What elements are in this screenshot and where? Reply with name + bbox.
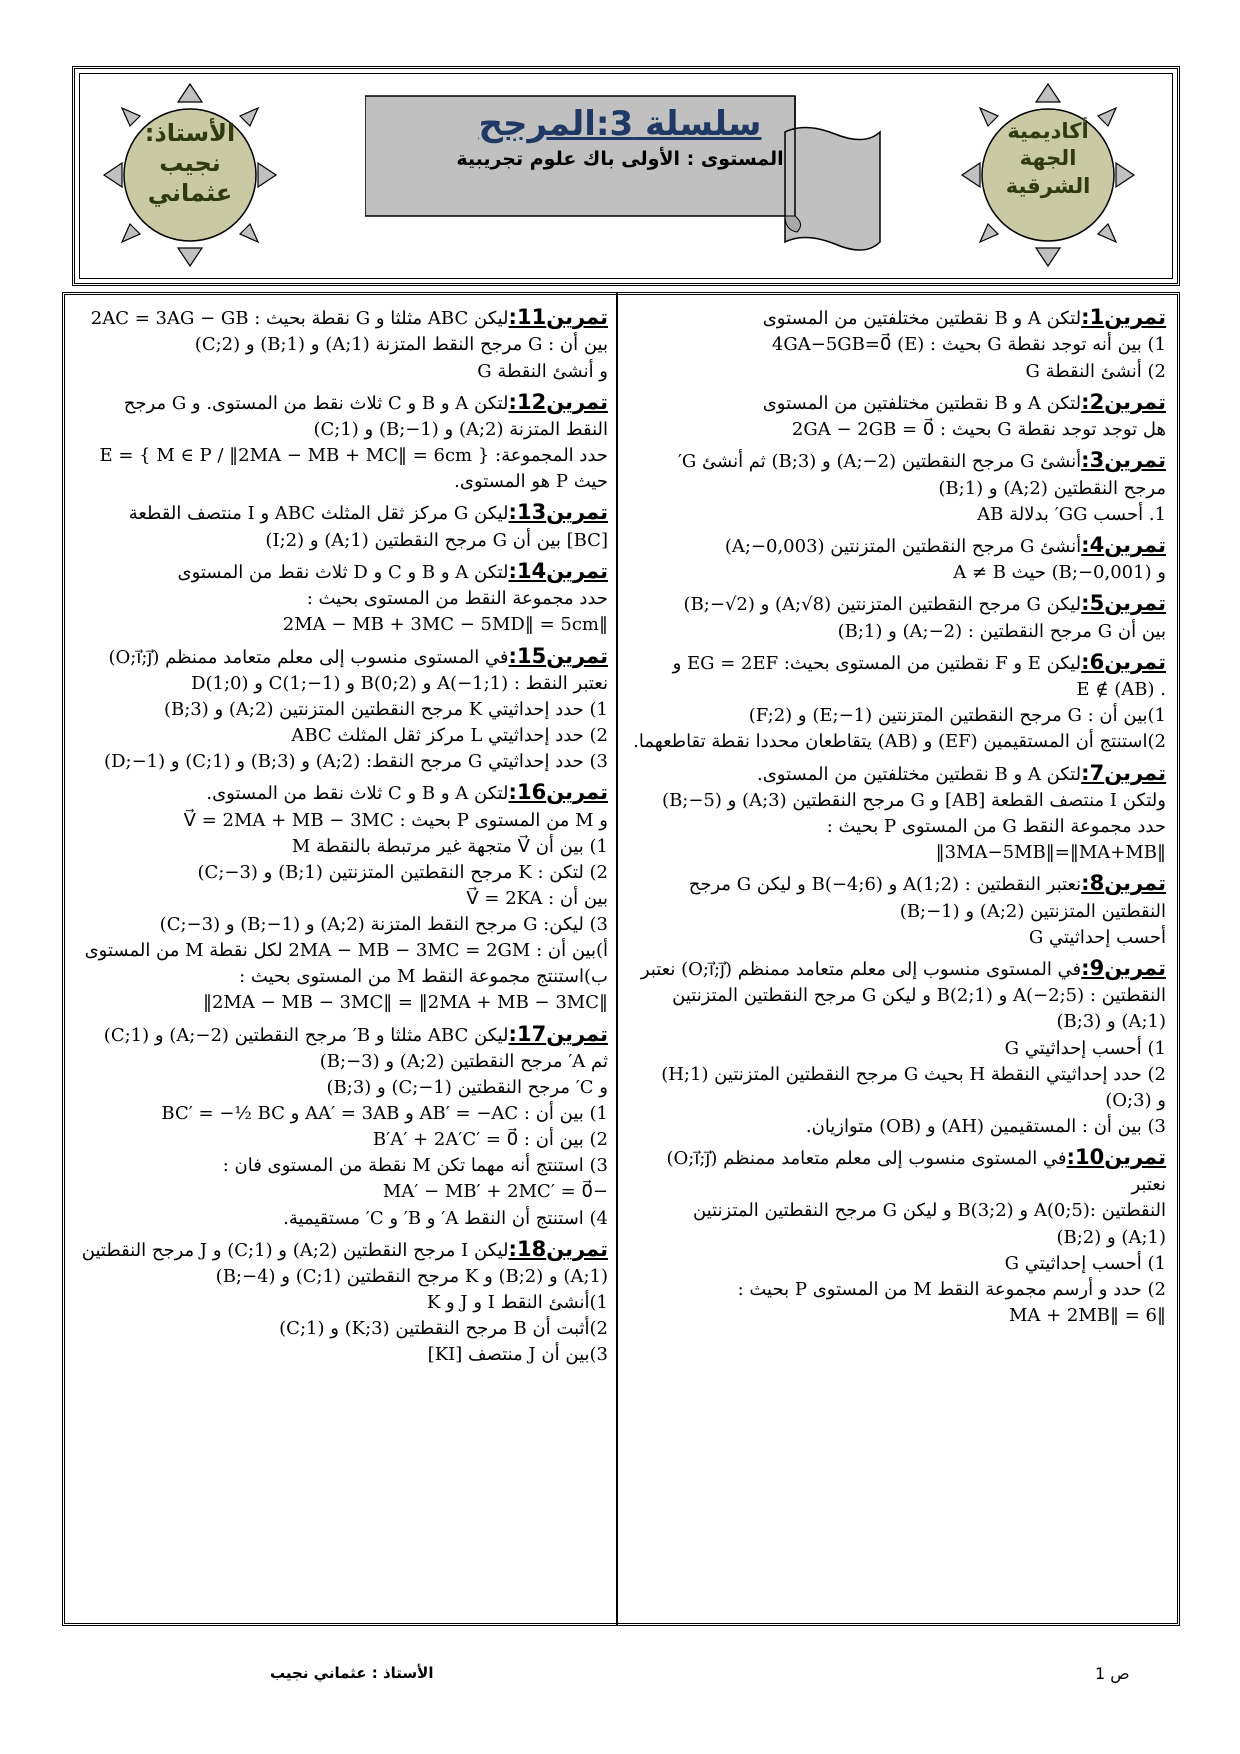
exercise-line — [628, 1062, 1166, 1088]
exercise-text: حيث P هو المستوى. — [454, 471, 608, 493]
exercise-text: 2) حدد إحداثيتي النقطة H بحيث G مرجح النقطتين المتزنتين (H;1) — [661, 1063, 1166, 1085]
exercise-line — [70, 641, 608, 671]
exercise-text: 2)استنتج أن المستقيمين (EF) و (AB) يتقاطعان محددا نقطة تقاطعهما. — [633, 731, 1166, 753]
exercise-block — [70, 556, 608, 639]
exercise-line — [628, 417, 1166, 443]
exercise-title: تمرين3: — [1081, 448, 1166, 473]
exercise-text: و C′ مرجح النقطتين (C;−1) و (B;3) — [326, 1077, 608, 1099]
exercise-title: تمرين5: — [1081, 591, 1166, 616]
exercise-text: ليكن E و F نقطتين من المستوى بحيث: EG = 2EF و — [672, 652, 1082, 674]
left-column — [70, 302, 608, 1616]
exercise-line — [628, 1142, 1166, 1199]
exercise-text: 1)بين أن : G مرجح النقطتين المتزنتين (E;−1) و (F;2) — [748, 705, 1166, 727]
exercise-text: أ)بين أن : 2MA − MB − 3MC = 2GM لكل نقطة M من المستوى — [84, 940, 608, 962]
exercise-text: −MA′ − MB′ + 2MC′ = 0⃗ — [382, 1181, 608, 1203]
exercise-line — [628, 953, 1166, 983]
exercise-line — [628, 445, 1166, 475]
exercise-line — [70, 834, 608, 860]
exercise-line — [628, 899, 1166, 925]
column-divider — [616, 292, 618, 1626]
right-column — [628, 302, 1166, 1616]
level-subtitle: المستوى : الأولى باك علوم تجريبية — [456, 148, 784, 170]
exercise-text: في المستوى منسوب إلى معلم متعامد ممنظم (O;i⃗;j⃗) — [108, 646, 509, 668]
exercise-text: حدد مجموعة النقط G من المستوى P بحيث : — [826, 816, 1166, 838]
exercise-title: تمرين13: — [508, 500, 608, 525]
exercise-line — [70, 1234, 608, 1264]
exercise-line — [628, 703, 1166, 729]
exercise-block — [628, 758, 1166, 867]
exercise-line — [70, 1075, 608, 1101]
exercise-text: ‖2MA − MB + 3MC − 5MD‖ = 5cm — [282, 614, 608, 636]
exercise-line — [70, 556, 608, 586]
exercise-text: لتكن A و B و C ثلاث نقط من المستوى. — [206, 783, 509, 805]
exercise-block — [70, 641, 608, 776]
exercise-text: نعتبر النقطتين : A(1;2) و B(−4;6) و ليكن G مرجح — [688, 874, 1082, 896]
exercise-block — [70, 1019, 608, 1232]
exercise-line — [628, 332, 1166, 358]
exercise-text: 1) أحسب إحداثيتي G — [1004, 1252, 1166, 1274]
teacher-line-2: نجيب — [159, 149, 221, 177]
exercise-text: بين أن G مرجح النقطتين : (A;−2) و (B;1) — [837, 620, 1166, 642]
exercise-line — [70, 417, 608, 443]
exercise-block — [70, 302, 608, 385]
exercise-text: ‖2MA − MB − 3MC‖ = ‖2MA + MB − 3MC‖ — [202, 992, 608, 1014]
exercise-text: (A;1) و (B;3) — [1056, 1011, 1166, 1033]
exercise-text: لتكن A و B نقطتين مختلفتين من المستوى — [762, 392, 1082, 414]
academy-line-1: أكاديمية — [1007, 119, 1089, 143]
teacher-line-3: عثماني — [147, 179, 233, 207]
exercise-block — [70, 777, 608, 1016]
exercise-block — [70, 1234, 608, 1369]
exercise-line — [70, 1019, 608, 1049]
exercise-text: و (O;3) — [1105, 1089, 1166, 1111]
exercise-block — [628, 953, 1166, 1140]
academy-badge-text — [978, 118, 1118, 200]
exercise-line — [628, 359, 1166, 385]
exercise-line — [628, 619, 1166, 645]
exercise-line — [628, 868, 1166, 898]
footer-author: الأستاذ : عثماني نجيب — [270, 1664, 434, 1682]
exercise-text: بين أن : V⃗ = 2KA — [466, 888, 608, 910]
exercise-text: ‖MA + 2MB‖ = 6 — [1008, 1304, 1166, 1326]
exercise-line — [70, 497, 608, 527]
exercise-text: و (B;−0,001) حيث A ≠ B — [953, 562, 1166, 584]
exercise-line — [628, 1114, 1166, 1140]
exercise-line — [628, 814, 1166, 840]
exercise-title: تمرين8: — [1081, 871, 1166, 896]
exercise-text: النقط المتزنة (A;2) و (B;−1) و (C;1) — [313, 419, 608, 441]
exercise-text: . E ∉ (AB) — [1076, 679, 1166, 701]
exercise-line — [628, 588, 1166, 618]
exercise-text: حدد المجموعة: E = { M ∈ P / ‖2MA − MB + MC‖ = 6cm } — [99, 445, 608, 467]
exercise-text: لتكن A و B نقطتين مختلفتين من المستوى. — [757, 763, 1082, 785]
academy-line-2: الجهة — [1019, 146, 1077, 171]
exercise-text: ليكن G مرجح النقطتين المتزنتين (A;√8) و (B;−√2) — [683, 594, 1082, 616]
exercise-line — [70, 1264, 608, 1290]
exercise-line — [70, 990, 608, 1016]
exercise-block — [628, 387, 1166, 444]
exercise-line — [70, 1101, 608, 1127]
exercise-text: بين أن : G مرجح النقط المتزنة (A;1) و (B;1) و (C;2) — [194, 334, 608, 356]
exercise-title: تمرين11: — [508, 305, 608, 329]
exercise-text: هل توجد توجد نقطة G بحيث : 2GA − 2GB = 0⃗ — [791, 419, 1166, 441]
exercise-line — [70, 443, 608, 469]
exercise-text: ليكن ABC مثلثا و B′ مرجح النقطتين (A;−2) و (C;1) — [103, 1024, 509, 1046]
exercise-line — [70, 938, 608, 964]
exercise-text: ب)استنتج مجموعة النقط M من المستوى بحيث : — [239, 966, 608, 988]
exercise-text: (A;1) و (B;2) و K مرجح النقطتين (C;1) و (B;−4) — [215, 1266, 608, 1288]
exercise-line — [628, 983, 1166, 1009]
exercise-text: أنشئ G مرجح النقطتين المتزنتين (A;−0,003) — [724, 535, 1082, 557]
exercise-text: نعتبر النقط : A(−1;1) و B(0;2) و C(1;−1) و D(1;0) — [191, 672, 608, 694]
exercise-line — [70, 302, 608, 332]
exercise-line — [628, 1251, 1166, 1277]
exercise-text: 3) بين أن : المستقيمين (AH) و (OB) متوازيان. — [805, 1115, 1166, 1137]
exercise-block — [628, 530, 1166, 587]
exercise-text: 3) ليكن: G مرجح النقط المتزنة (A;2) و (B;−1) و (C;−3) — [159, 914, 608, 936]
exercise-line — [628, 476, 1166, 502]
exercise-text: ‖3MA−5MB‖=‖MA+MB‖ — [935, 842, 1166, 864]
teacher-badge-text — [120, 118, 260, 208]
exercise-line — [628, 1277, 1166, 1303]
exercise-line — [628, 729, 1166, 755]
exercise-text: في المستوى منسوب إلى معلم متعامد ممنظم (O;i⃗;j⃗) نعتبر — [666, 1147, 1166, 1196]
exercise-block — [628, 1142, 1166, 1329]
exercise-text: ليكن I مرجح النقطتين (A;2) و (C;1) و J مرجح النقطتين — [81, 1239, 509, 1261]
exercise-title: تمرين7: — [1081, 760, 1166, 785]
exercise-text: 2) حدد و أرسم مجموعة النقط M من المستوى P بحيث : — [737, 1278, 1166, 1300]
exercise-text: ليكن G مركز ثقل المثلث ABC و I منتصف القطعة — [128, 503, 509, 525]
exercise-block — [70, 497, 608, 554]
exercise-text: 2) لتكن : K مرجح النقطتين المتزنتين (B;1) و (C;−3) — [197, 861, 608, 883]
exercise-text: لتكن A و B و C و D ثلاث نقط من المستوى — [177, 561, 509, 583]
exercise-line — [628, 1009, 1166, 1035]
exercise-text: ثم A′ مرجح النقطتين (A;2) و (B;−3) — [319, 1050, 608, 1072]
exercise-text: 2) أنشئ النقطة G — [1025, 360, 1166, 382]
exercise-text: النقطتين المتزنتين (A;2) و (B;−1) — [899, 900, 1166, 922]
exercise-line — [70, 1179, 608, 1205]
exercise-text: 1) بين أن : AB′ = −AC و AA′ = 3AB و BC′ = −½ BC — [161, 1103, 608, 1125]
exercise-line — [70, 912, 608, 938]
exercise-text: 3)بين أن J منتصف [KI] — [427, 1344, 608, 1366]
exercise-line — [628, 502, 1166, 528]
exercise-text: 2)أثبت أن B مرجح النقطتين (K;3) و (C;1) — [279, 1318, 608, 1340]
exercise-text: مرجح النقطتين (A;2) و (B;1) — [938, 477, 1166, 499]
exercise-text: النقطتين :A(0;5) و B(3;2) و ليكن G مرجح النقطتين المتزنتين — [692, 1200, 1166, 1222]
exercise-title: تمرين12: — [508, 389, 608, 414]
exercise-line — [70, 387, 608, 417]
exercise-line — [70, 808, 608, 834]
exercise-text: 3) استنتج أنه مهما تكن M نقطة من المستوى فان : — [222, 1155, 608, 1177]
exercise-line — [628, 1303, 1166, 1329]
exercise-text: 1) حدد إحداثيتي K مرجح النقطتين المتزنتين (A;2) و (B;3) — [163, 699, 608, 721]
exercise-title: تمرين18: — [508, 1236, 608, 1261]
exercise-line — [70, 359, 608, 385]
exercise-line — [628, 925, 1166, 951]
exercise-text: أحسب إحداثيتي G — [1028, 926, 1166, 948]
page-number: ص 1 — [1095, 1664, 1130, 1683]
exercise-text: حدد مجموعة النقط من المستوى بحيث : — [306, 588, 608, 610]
exercise-block — [628, 588, 1166, 645]
exercise-line — [70, 886, 608, 912]
exercise-text: و أنشئ النقطة G — [477, 360, 608, 382]
exercise-line — [70, 612, 608, 638]
exercise-line — [628, 560, 1166, 586]
page-title: سلسلة 3:المرجح — [478, 104, 762, 144]
exercise-line — [70, 1206, 608, 1232]
exercise-title: تمرين2: — [1081, 389, 1166, 414]
exercise-line — [628, 387, 1166, 417]
exercise-block — [628, 647, 1166, 756]
exercise-line — [628, 758, 1166, 788]
exercise-line — [70, 1290, 608, 1316]
exercise-line — [70, 671, 608, 697]
exercise-block — [628, 445, 1166, 528]
exercise-line — [628, 840, 1166, 866]
exercise-line — [70, 777, 608, 807]
exercise-text: ولتكن I منتصف القطعة [AB] و G مرجح النقطتين (A;3) و (B;−5) — [662, 790, 1166, 811]
exercise-text: 1. أحسب GG′ بدلالة AB — [977, 503, 1166, 525]
exercise-line — [70, 1127, 608, 1153]
exercise-line — [628, 302, 1166, 332]
exercise-line — [628, 677, 1166, 703]
exercise-text: 1)أنشئ النقط I و J و K — [426, 1292, 608, 1314]
exercise-line — [628, 530, 1166, 560]
academy-line-3: الشرقية — [1005, 173, 1091, 198]
exercise-text: 1) أحسب إحداثيتي G — [1004, 1037, 1166, 1059]
exercise-title: تمرين14: — [508, 558, 608, 583]
exercise-title: تمرين15: — [508, 643, 608, 668]
exercise-line — [70, 697, 608, 723]
exercise-line — [70, 469, 608, 495]
exercise-line — [70, 1049, 608, 1075]
exercise-text: أنشئ G مرجح النقطتين (A;−2) و (B;3) ثم أنشئ G′ — [677, 451, 1082, 473]
exercise-line — [70, 749, 608, 775]
exercise-text: 2) حدد إحداثيتي L مركز ثقل المثلث ABC — [291, 725, 608, 747]
exercise-text: (A;1) و (B;2) — [1056, 1226, 1166, 1248]
exercise-title: تمرين9: — [1081, 955, 1166, 980]
exercise-line — [70, 723, 608, 749]
exercise-line — [70, 586, 608, 612]
exercise-text: ليكن ABC مثلثا و G نقطة بحيث : 2AC = 3AG − GB — [90, 308, 509, 329]
exercise-text: في المستوى منسوب إلى معلم متعامد ممنظم (O;i⃗;j⃗) نعتبر — [640, 958, 1082, 980]
exercise-line — [70, 332, 608, 358]
exercise-line — [70, 528, 608, 554]
exercise-title: تمرين1: — [1081, 305, 1166, 329]
exercise-line — [628, 1198, 1166, 1224]
exercise-title: تمرين17: — [508, 1021, 608, 1046]
exercise-title: تمرين4: — [1081, 532, 1166, 557]
exercise-text: [BC] بين أن G مرجح النقطتين (A;1) و (I;2) — [265, 529, 608, 551]
exercise-text: النقطتين : A(−2;5) و B(2;1) و ليكن G مرجح النقطتين المتزنتين — [672, 985, 1166, 1007]
exercise-line — [70, 860, 608, 886]
exercise-line — [628, 1225, 1166, 1251]
exercise-title: تمرين16: — [508, 780, 608, 805]
exercise-line — [70, 1316, 608, 1342]
exercise-line — [628, 1036, 1166, 1062]
exercise-text: لتكن A و B نقطتين مختلفتين من المستوى — [762, 308, 1082, 329]
exercise-line — [628, 647, 1166, 677]
exercise-block — [628, 868, 1166, 951]
exercise-line — [628, 788, 1166, 814]
teacher-line-1: الأستاذ: — [144, 119, 236, 147]
exercise-line — [70, 1153, 608, 1179]
exercise-line — [70, 964, 608, 990]
exercise-text: 2) بين أن : B′A′ + 2A′C′ = 0⃗ — [372, 1129, 608, 1151]
exercise-text: 1) بين أنه توجد نقطة G بحيث : 4GA−5GB=0⃗ (E) — [771, 334, 1166, 356]
exercise-line — [628, 1088, 1166, 1114]
exercise-block — [70, 387, 608, 496]
exercise-text: 1) بين أن V⃗ متجهة غير مرتبطة بالنقطة M — [291, 835, 608, 857]
exercise-title: تمرين10: — [1066, 1144, 1166, 1169]
exercise-text: لتكن A و B و C ثلاث نقط من المستوى. و G مرجح — [123, 392, 509, 414]
exercise-title: تمرين6: — [1081, 649, 1166, 674]
exercise-block — [628, 302, 1166, 385]
exercise-text: و M من المستوى P بحيث : V⃗ = 2MA + MB − 3MC — [183, 809, 608, 831]
exercise-text: 4) استنتج أن النقط A′ و B′ و C′ مستقيمية. — [283, 1207, 608, 1229]
exercise-text: 3) حدد إحداثيتي G مرجح النقط: (A;2) و (B;3) و (C;1) و (D;−1) — [104, 751, 608, 773]
exercise-line — [70, 1342, 608, 1368]
